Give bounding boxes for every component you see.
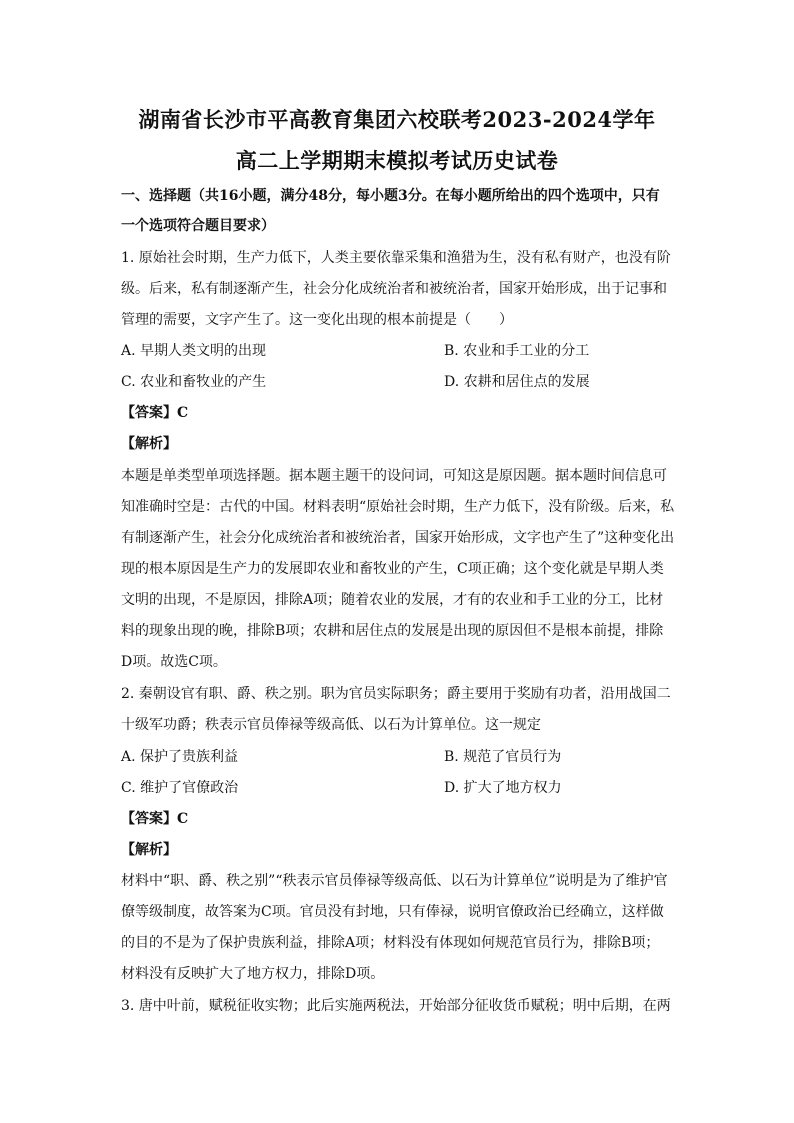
q1-stem-line2: 级。后来，私有制逐渐产生，社会分化成统治者和被统治者，国家开始形成，出于记事和 bbox=[121, 281, 667, 297]
q1-stem-line1: 1. 原始社会时期，生产力低下，人类主要依靠采集和渔猎为生，没有私有财产，也没有阶 bbox=[121, 250, 671, 266]
q1-analysis-label: 【解析】 bbox=[121, 436, 177, 452]
q1-stem-line3: 管理的需要，文字产生了。这一变化出现的根本前提是（ ） bbox=[121, 312, 513, 328]
q1-analysis-line2: 知准确时空是：古代的中国。材料表明“原始社会时期，生产力低下，没有阶级。后来，私 bbox=[121, 499, 675, 515]
q2-answer: 【答案】C bbox=[121, 811, 189, 827]
q2-stem-line2: 十级军功爵；秩表示官员俸禄等级高低、以石为计算单位。这一规定 bbox=[121, 717, 541, 733]
q1-analysis-line7: D项。故选C项。 bbox=[121, 654, 227, 670]
q2-stem-line1: 2. 秦朝设官有职、爵、秩之别。职为官员实际职务；爵主要用于奖励有功者，沿用战国二 bbox=[121, 686, 671, 702]
q2-analysis-line2: 僚等级制度，故答案为C项。官员没有封地，只有俸禄，说明官僚政治已经确立，这样做 bbox=[121, 904, 664, 920]
q1-analysis-line1: 本题是单类型单项选择题。据本题主题干的设问词，可知这是原因题。据本题时间信息可 bbox=[121, 468, 667, 484]
page-title-line1 bbox=[0, 104, 794, 134]
q1-option-d: D. 农耕和居住点的发展 bbox=[444, 374, 590, 390]
section-heading-line2: 一个选项符合题目要求） bbox=[121, 218, 275, 234]
q2-analysis-line1: 材料中“职、爵、秩之别”“秩表示官员俸禄等级高低、以石为计算单位”说明是为了维护官 bbox=[121, 873, 668, 889]
q1-option-c: C. 农业和畜牧业的产生 bbox=[121, 374, 267, 390]
q1-analysis-line4: 现的根本原因是生产力的发展即农业和畜牧业的产生，C项正确；这个变化就是早期人类 bbox=[121, 561, 664, 577]
q2-option-b: B. 规范了官员行为 bbox=[444, 749, 562, 765]
q2-option-d: D. 扩大了地方权力 bbox=[444, 780, 562, 796]
q3-stem-line1: 3. 唐中叶前，赋税征收实物；此后实施两税法，开始部分征收货币赋税；明中后期，在两 bbox=[121, 998, 671, 1014]
q1-analysis-line6: 料的现象出现的晚，排除B项；农耕和居住点的发展是出现的原因但不是根本前提，排除 bbox=[121, 623, 664, 639]
page-title-line2-text: 高二上学期期末模拟考试历史试卷 bbox=[235, 148, 559, 173]
section-heading-line1: 一、选择题（共16小题，满分48分，每小题3分。在每小题所给出的四个选项中，只有 bbox=[121, 188, 660, 204]
q1-answer: 【答案】C bbox=[121, 405, 189, 421]
q1-analysis-line5: 文明的出现，不是原因，排除A项；随着农业的发展，才有的农业和手工业的分工，比材 bbox=[121, 592, 664, 608]
q1-option-b: B. 农业和手工业的分工 bbox=[444, 343, 590, 359]
q1-analysis-line3: 有制逐渐产生，社会分化成统治者和被统治者，国家开始形成，文字也产生了”这种变化出 bbox=[121, 530, 675, 546]
q2-option-a: A. 保护了贵族利益 bbox=[121, 749, 239, 765]
page-title-line1-text: 湖南省长沙市平高教育集团六校联考2023-2024学年 bbox=[138, 107, 656, 132]
q2-option-c: C. 维护了官僚政治 bbox=[121, 780, 239, 796]
q1-option-a: A. 早期人类文明的出现 bbox=[121, 343, 267, 359]
page-title-line2 bbox=[0, 145, 794, 175]
q2-analysis-line4: 材料没有反映扩大了地方权力，排除D项。 bbox=[121, 966, 385, 982]
q2-analysis-label: 【解析】 bbox=[121, 842, 177, 858]
q2-analysis-line3: 的目的不是为了保护贵族利益，排除A项；材料没有体现如何规范官员行为，排除B项； bbox=[121, 935, 660, 951]
